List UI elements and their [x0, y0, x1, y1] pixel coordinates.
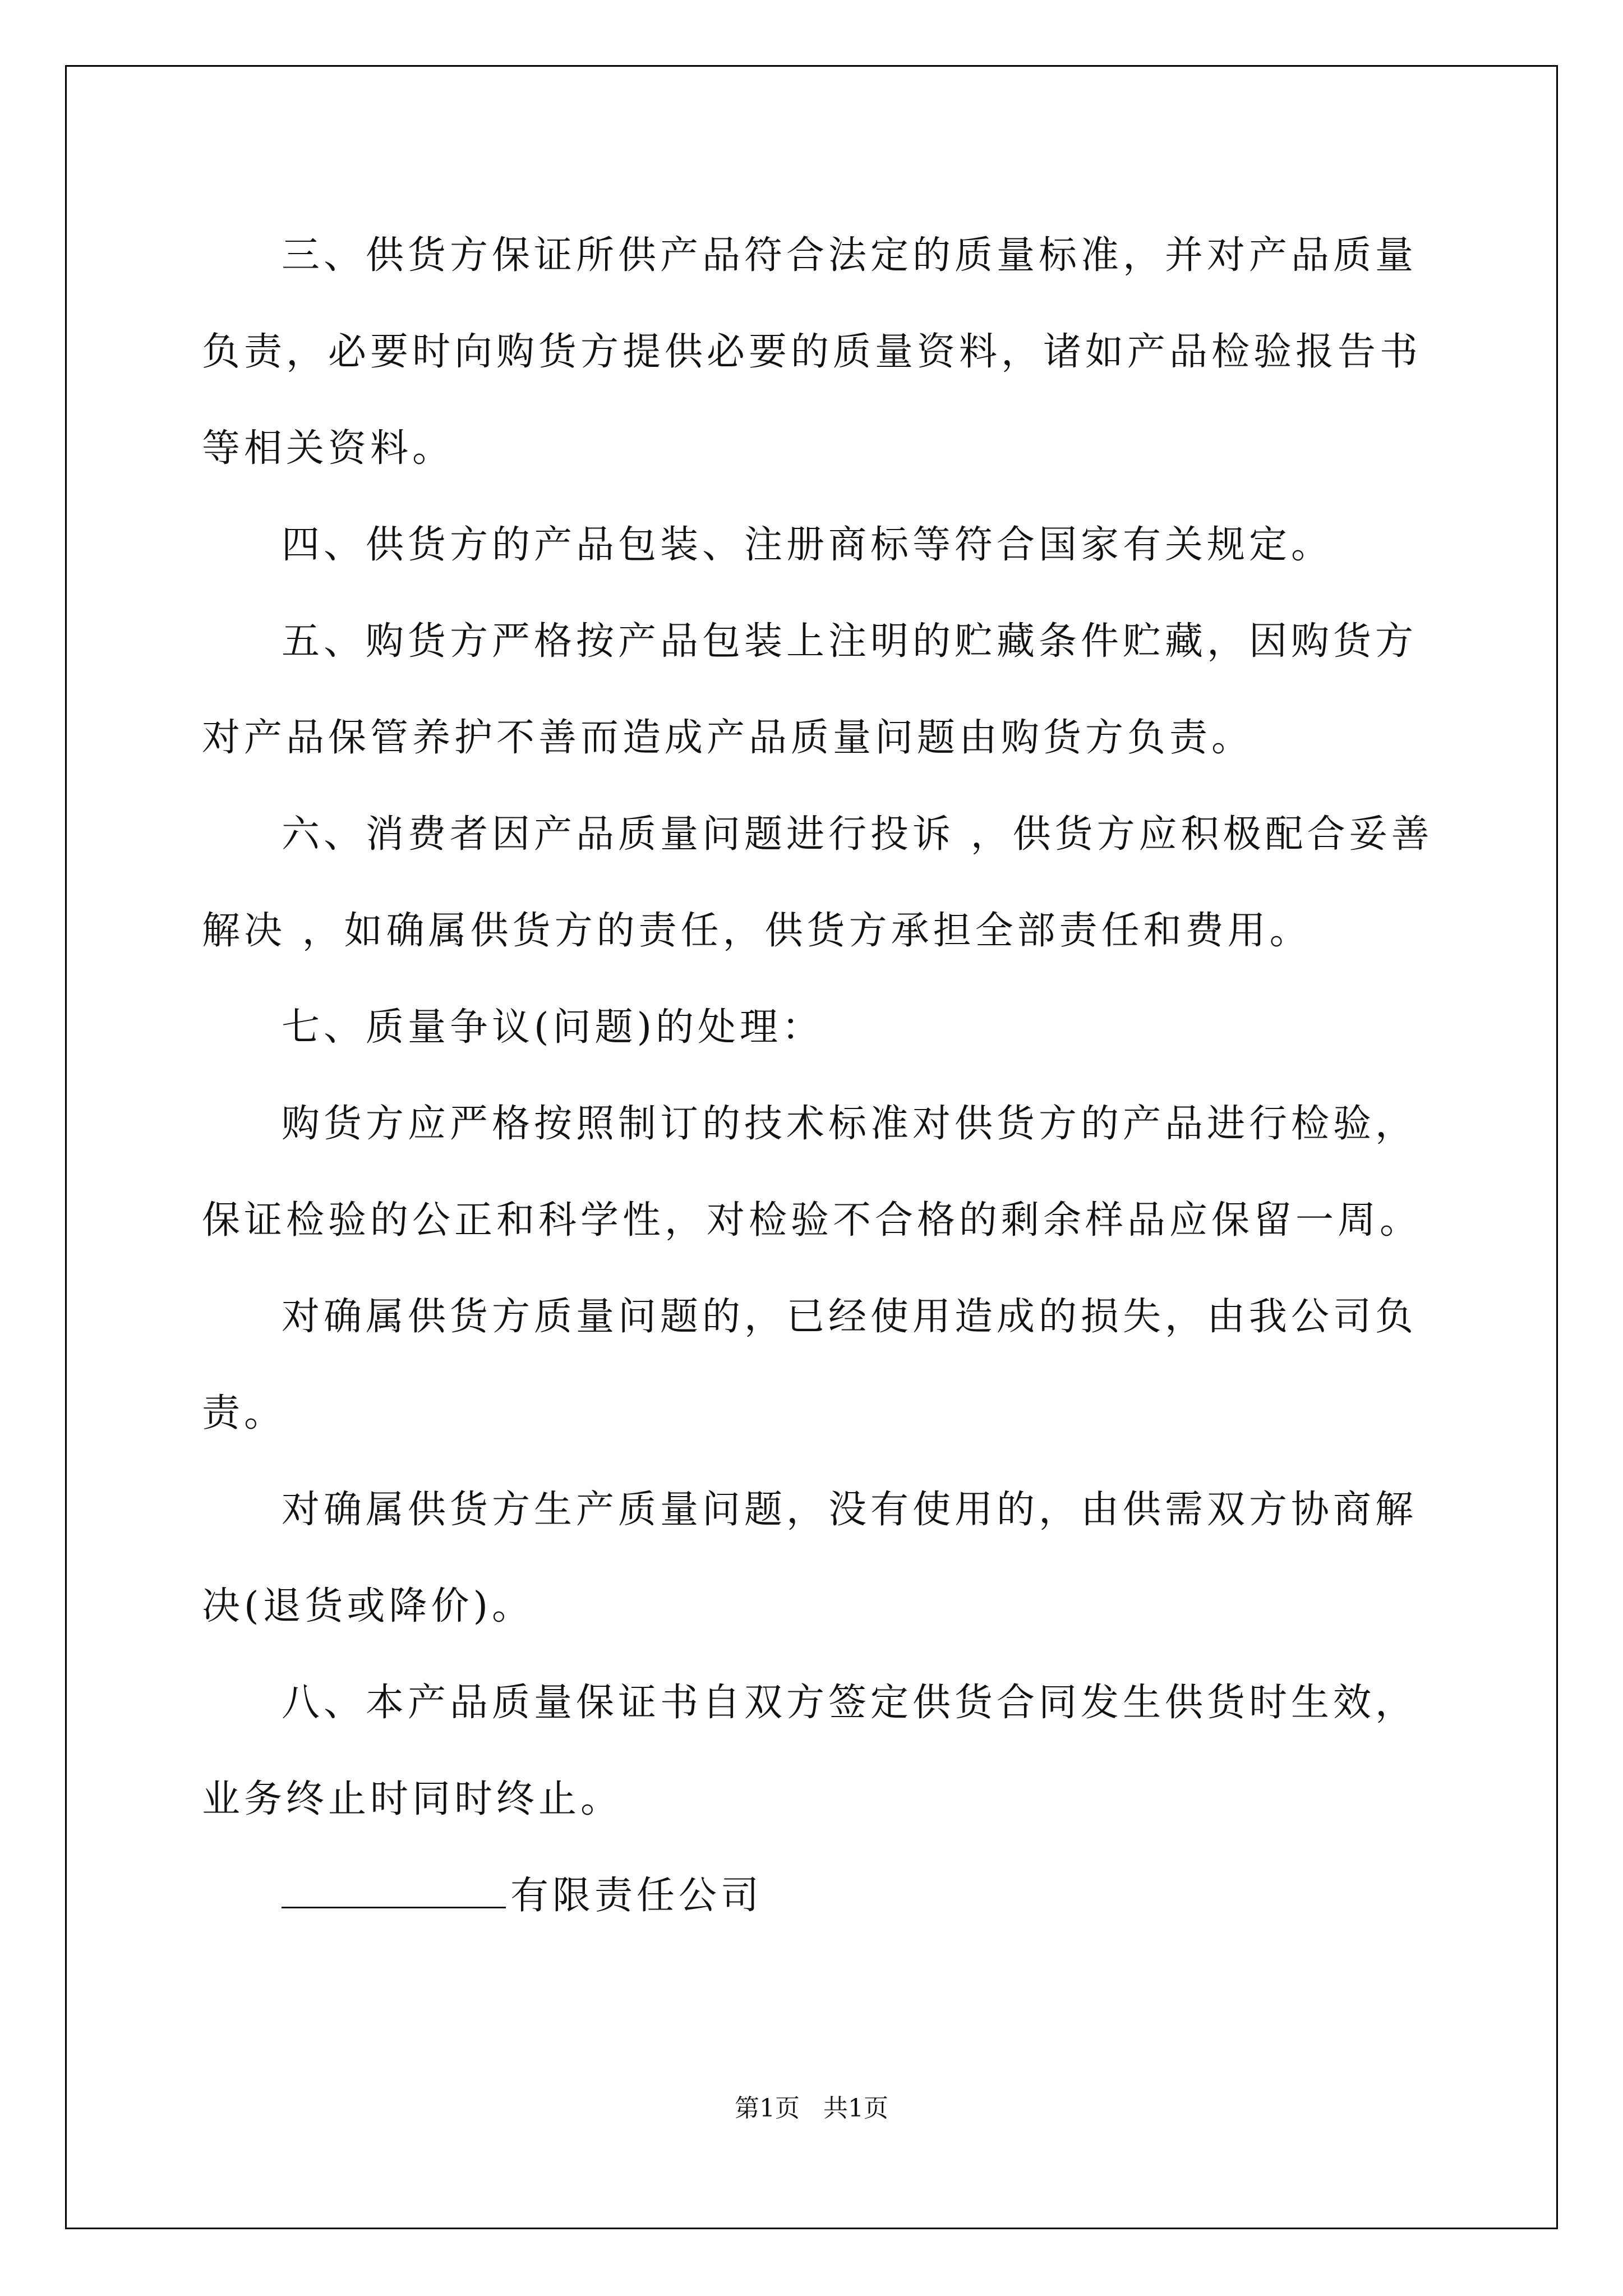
document-body — [202, 208, 1436, 1944]
paragraph-3: 三、供货方保证所供产品符合法定的质量标准，并对产品质量负责，必要时向购货方提供必要的质量资料，诸如产品检验报告书等相关资料。 — [202, 233, 1422, 471]
paragraph-7-unused: 对确属供货方生产质量问题，没有使用的，由供需双方协商解决(退货或降价)。 — [202, 1488, 1418, 1628]
paragraph-8: 八、本产品质量保证书自双方签定供货合同发生供货时生效，业务终止时同时终止。 — [202, 1681, 1418, 1821]
paragraph-7-inspection: 购货方应严格按照制订的技术标准对供货方的产品进行检验，保证检验的公正和科学性，对检验不合格的剩余样品应保留一周。 — [202, 1102, 1422, 1243]
paragraph-7: 七、质量争议(问题)的处理： — [282, 1005, 824, 1050]
paragraph-4: 四、供货方的产品包装、注册商标等符合国家有关规定。 — [282, 523, 1334, 567]
company-suffix: 有限责任公司 — [510, 1874, 763, 1918]
paragraph-5: 五、购货方严格按产品包装上注明的贮藏条件贮藏，因购货方对产品保管养护不善而造成产品质量问题由购货方负责。 — [202, 619, 1418, 760]
page-number-current: 第1页 — [735, 2094, 800, 2123]
company-name-blank — [282, 1875, 506, 1908]
paragraph-7-loss: 对确属供货方质量问题的，已经使用造成的损失，由我公司负责。 — [202, 1295, 1418, 1435]
page-number-total: 共1页 — [823, 2094, 888, 2123]
page-footer — [0, 2088, 1623, 2124]
paragraph-6: 六、消费者因产品质量问题进行投诉 ，供货方应积极配合妥善解决 ，如确属供货方的责任，供货方承担全部责任和费用。 — [202, 812, 1433, 953]
company-signature-line — [202, 1848, 1436, 1944]
